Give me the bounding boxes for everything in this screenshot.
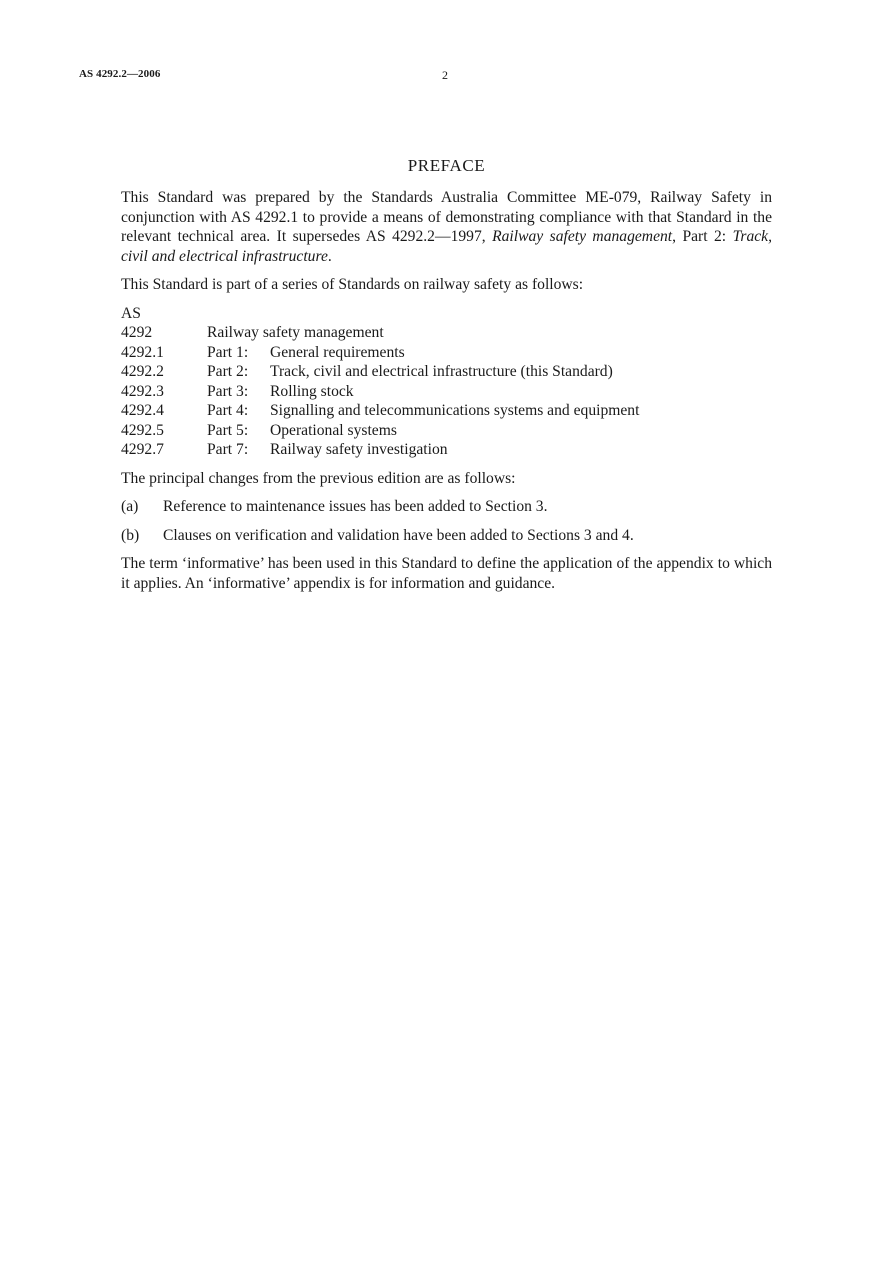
preface-title: PREFACE	[407, 156, 486, 175]
series-title: Rolling stock	[270, 382, 354, 400]
series-row	[121, 421, 772, 441]
series-number: 4292	[121, 324, 153, 341]
series-part: Part 2:	[207, 363, 249, 380]
series-row	[121, 401, 772, 421]
series-list	[121, 304, 772, 460]
series-number: 4292.5	[121, 421, 164, 439]
intro-text-3: .	[327, 247, 332, 265]
series-part: Part 7:	[207, 441, 249, 458]
change-item	[121, 497, 772, 517]
changes-intro-paragraph: The principal changes from the previous edition are as follows:	[121, 469, 516, 487]
series-header-row	[121, 304, 772, 324]
change-label: (b)	[121, 526, 140, 544]
series-title: Track, civil and electrical infrastructure (this Standard)	[270, 363, 613, 380]
page-number: 2	[442, 68, 448, 82]
series-part: Part 1:	[207, 343, 249, 361]
series-part: Part 4:	[207, 402, 249, 419]
change-label: (a)	[121, 498, 139, 515]
series-row	[121, 323, 772, 343]
series-title: General requirements	[270, 343, 405, 361]
series-number: 4292.3	[121, 382, 164, 400]
intro-text-2: , Part 2:	[672, 228, 733, 245]
preface-intro-paragraph	[121, 188, 772, 266]
series-intro-paragraph: This Standard is part of a series of Standards on railway safety as follows:	[121, 276, 584, 293]
series-title: Railway safety management	[207, 324, 384, 341]
series-title: Operational systems	[270, 421, 397, 439]
series-title: Railway safety investigation	[270, 441, 448, 458]
informative-note-paragraph: The term ‘informative’ has been used in this Standard to define the application of the appendix to which it applies. An ‘informative’ appendix is for information and guidance.	[121, 555, 772, 592]
series-row	[121, 382, 772, 402]
intro-text-1: This Standard was prepared by the Standards Australia Committee ME-079, Railway Safety in conjunction with AS 4292.1 to provide a means of demonstrating compliance with that Standard in the relevant technical area. It supersedes AS 4292.2—1997,	[121, 189, 772, 245]
standard-designation: AS 4292.2—2006	[79, 68, 161, 80]
change-text: Reference to maintenance issues has been added to Section 3.	[163, 498, 548, 515]
intro-italic-title: Railway safety management	[492, 228, 673, 245]
series-number: 4292.2	[121, 363, 164, 380]
change-item	[121, 526, 772, 546]
intro-italic-part-title: Track, civil and electrical infrastructure	[121, 228, 772, 265]
preface-section	[121, 155, 772, 602]
change-text: Clauses on verification and validation have been added to Sections 3 and 4.	[163, 526, 634, 544]
series-number: 4292.4	[121, 402, 164, 419]
series-number: 4292.7	[121, 441, 164, 458]
series-number: 4292.1	[121, 343, 164, 361]
series-part: Part 3:	[207, 382, 249, 400]
series-row	[121, 440, 772, 460]
series-row	[121, 343, 772, 363]
series-part: Part 5:	[207, 421, 249, 439]
series-header: AS	[121, 304, 141, 322]
series-row	[121, 362, 772, 382]
series-title: Signalling and telecommunications systems and equipment	[270, 402, 640, 419]
